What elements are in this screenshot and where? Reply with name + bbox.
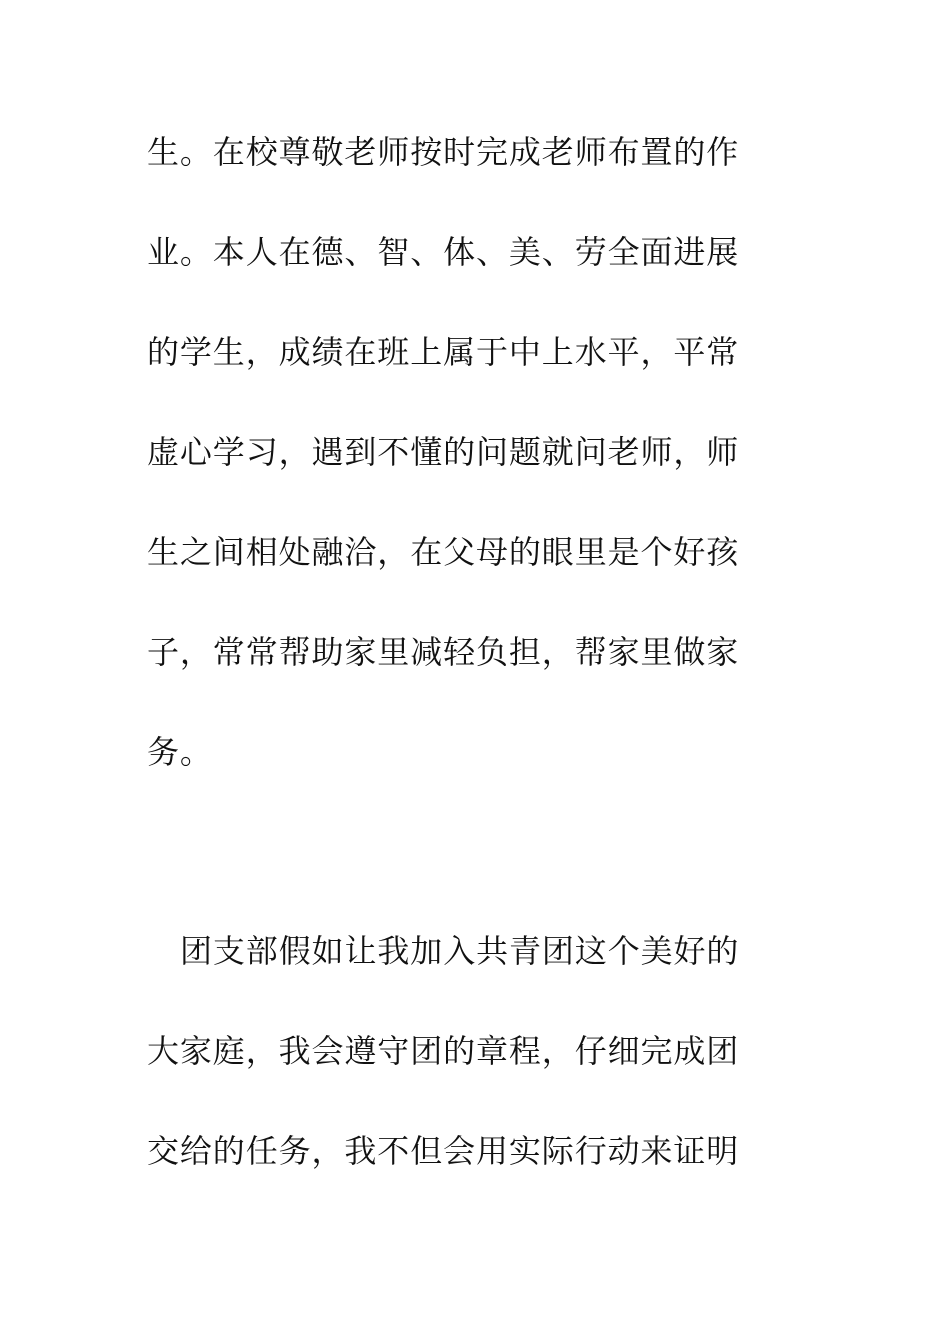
text-line: 子，常常帮助家里减轻负担，帮家里做家: [147, 633, 740, 671]
text-line: 生之间相处融洽，在父母的眼里是个好孩: [147, 533, 740, 571]
text-line: 大家庭，我会遵守团的章程，仔细完成团: [147, 1032, 740, 1070]
text-line: 虚心学习，遇到不懂的问题就问老师，师: [147, 433, 740, 471]
text-line: 团支部假如让我加入共青团这个美好的: [180, 932, 740, 970]
text-line: 交给的任务，我不但会用实际行动来证明: [147, 1132, 740, 1170]
text-line: 的学生，成绩在班上属于中上水平，平常: [147, 333, 740, 371]
text-line: 生。在校尊敬老师按时完成老师布置的作: [147, 133, 740, 171]
text-line: 务。: [147, 733, 213, 771]
text-line: 业。本人在德、智、体、美、劳全面进展: [147, 233, 740, 271]
